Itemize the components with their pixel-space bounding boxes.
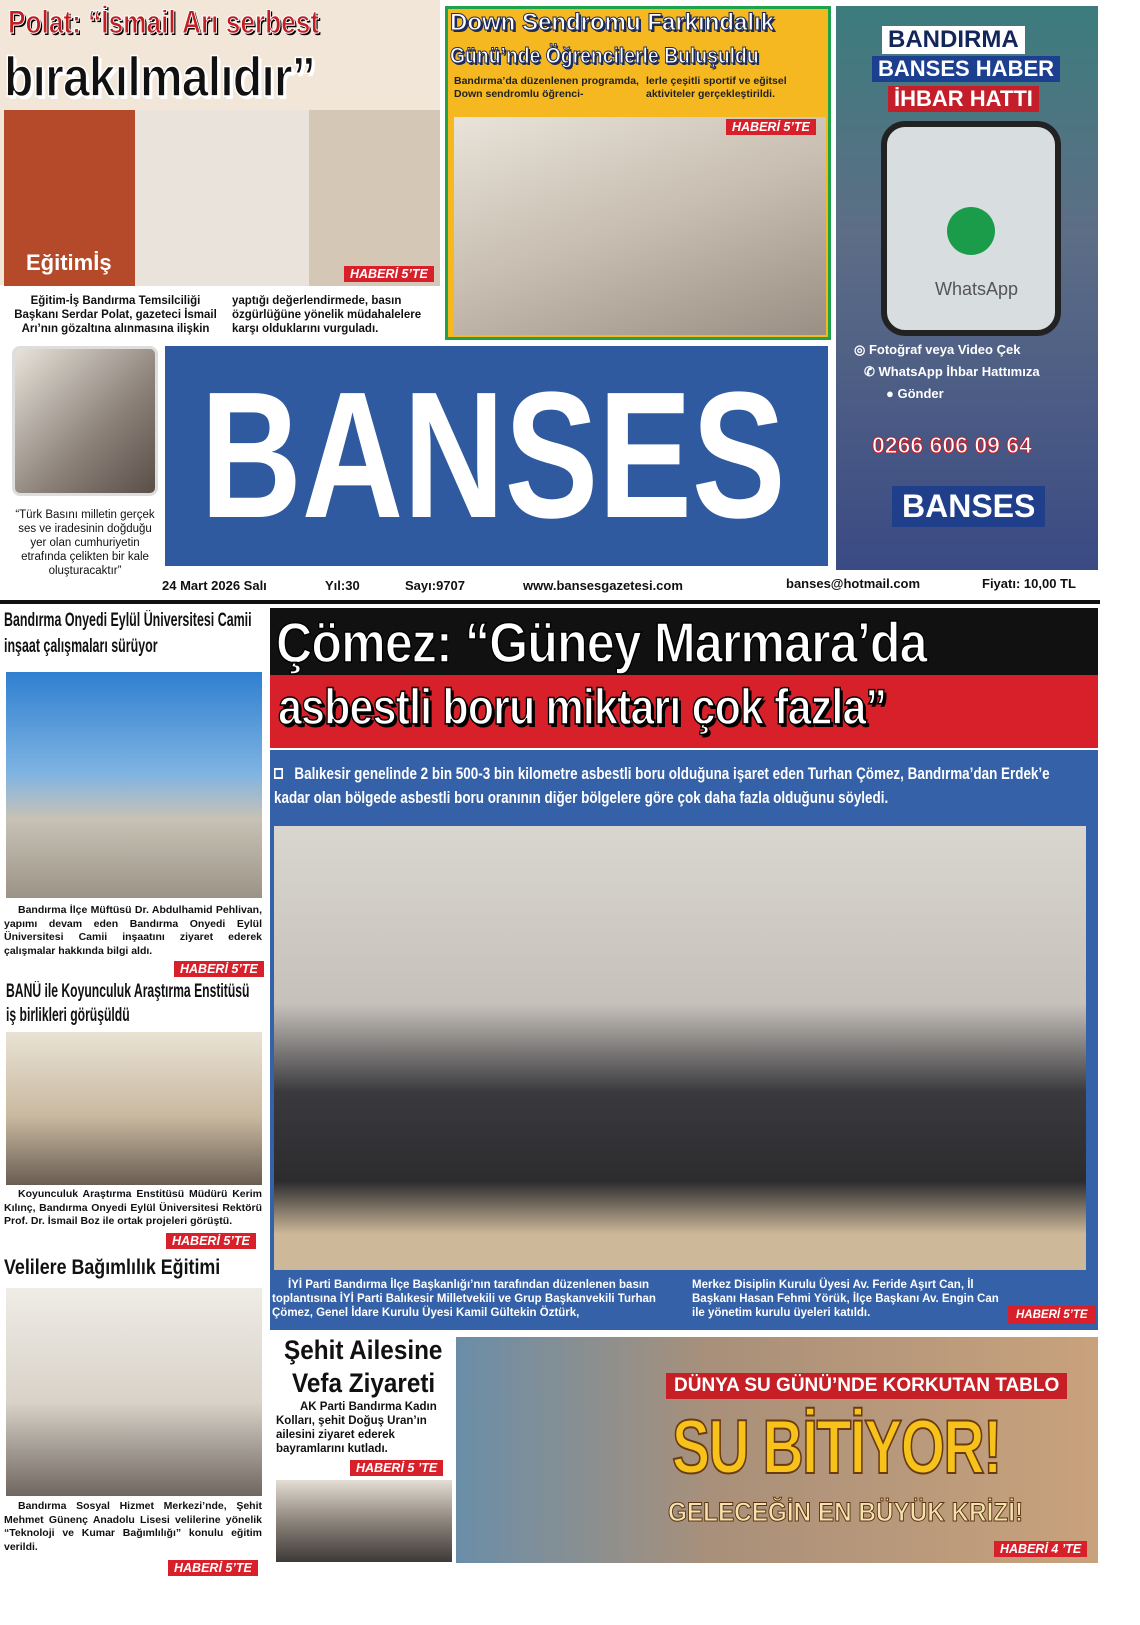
- story-caption: Bandırma Sosyal Hizmet Merkezi’nde, Şehit Mehmet Günenç Anadolu Lisesi velilerine yönelik “Teknoloji ve Kumar Bağımlılığı” konulu eğitim verildi.: [4, 1500, 262, 1553]
- story-headline-line1: Down Sendromu Farkındalık: [450, 9, 775, 36]
- whatsapp-icon: [947, 207, 995, 255]
- phone-illustration: [881, 121, 1061, 336]
- ad-line1: BANDIRMA: [882, 26, 1025, 54]
- masthead-title: BANSES: [200, 355, 786, 556]
- step2-text: WhatsApp İhbar Hattımıza: [878, 364, 1040, 379]
- whatsapp-ad[interactable]: [836, 6, 1098, 570]
- meeting-office-photo: [6, 1032, 262, 1185]
- story-headline-line2: Vefa Ziyareti: [292, 1368, 436, 1398]
- story-headline: Velilere Bağımlılık Eğitimi: [4, 1256, 221, 1279]
- photo-banner-text: Eğitimİş: [26, 250, 112, 275]
- water-headline: SU BİTİYOR!: [672, 1405, 1001, 1490]
- down-story-photo: [454, 117, 826, 335]
- story-headline-line1: Şehit Ailesine: [284, 1335, 443, 1365]
- more-link[interactable]: HABERİ 5’TE: [168, 1560, 258, 1576]
- story-headline: Bandırma Onyedi Eylül Üniversitesi Camii inşaat çalışmaları sürüyor: [4, 610, 252, 657]
- main-story-box: [270, 750, 1098, 1330]
- caption-col1: İYİ Parti Bandırma İlçe Başkanlığı’nın tarafından düzenlenen basın toplantısına İYİ Parti Balıkesir Milletvekili ve Grup Başkanvekili Turhan Çömez, Genel İdare Kurulu Üyesi Kamil Gültekin Öztürk,: [272, 1279, 656, 1319]
- ad-phone-number: 0266 606 09 64: [872, 432, 1032, 458]
- caption-col2: lerle çeşitli sportif ve eğitsel aktiviteler gerçekleştirildi.: [646, 75, 787, 100]
- issue-year: Yıl:30: [325, 578, 360, 593]
- story-caption: Bandırma İlçe Müftüsü Dr. Abdulhamid Pehlivan, yapımı devam eden Bandırma Onyedi Eylül Üniversitesi Camii inşaatını ziyaret ederek çalışmalar hakkında bilgi aldı.: [4, 904, 262, 957]
- price: Fiyatı: 10,00 TL: [982, 576, 1076, 591]
- step3-text: Gönder: [897, 386, 944, 401]
- caption-col1: Bandırma’da düzenlenen programda, Down sendromlu öğrenci-: [454, 75, 639, 100]
- family-visit-photo: [276, 1480, 452, 1562]
- more-link[interactable]: HABERİ 5’TE: [174, 961, 264, 977]
- website-link[interactable]: www.bansesgazetesi.com: [523, 578, 683, 593]
- caption-col1: Eğitim-İş Bandırma Temsilciliği Başkanı Serdar Polat, gazeteci İsmail Arı’nın gözaltına alınmasına ilişkin: [14, 295, 217, 335]
- ad-banses-logo: BANSES: [892, 486, 1045, 527]
- water-day-story: [456, 1337, 1098, 1563]
- email-link[interactable]: banses@hotmail.com: [786, 576, 921, 591]
- summary-text: Balıkesir genelinde 2 bin 500-3 bin kilometre asbestli boru olduğuna işaret eden Turhan Çömez, Bandırma’dan Erdek’e kadar olan bölgede asbestli boru oranının diğer bölgelere göre çok daha fazla olduğunu söyledi.: [274, 765, 1050, 807]
- more-link[interactable]: HABERİ 5’TE: [166, 1233, 256, 1249]
- masthead: [165, 346, 828, 566]
- ad-step1: ◎ Fotoğraf veya Video Çek: [854, 342, 1021, 357]
- water-subhead: GELECEĞİN EN BÜYÜK KRİZİ!: [668, 1497, 1024, 1527]
- caption-col2: yaptığı değerlendirmede, basın özgürlüğüne yönelik müdahalelere karşı olduklarını vurguladı.: [232, 295, 422, 335]
- main-headline-box: [270, 608, 1098, 748]
- more-link[interactable]: HABERİ 4 ’TE: [994, 1541, 1087, 1557]
- ad-line2: BANSES HABER: [872, 56, 1060, 82]
- main-headline-line2: asbestli boru miktarı çok fazla”: [278, 679, 887, 735]
- more-link[interactable]: HABERİ 5’TE: [726, 119, 816, 135]
- issue-number: Sayı:9707: [405, 578, 465, 593]
- polat-photo: [4, 110, 440, 286]
- more-link[interactable]: HABERİ 5’TE: [344, 266, 434, 282]
- press-conference-photo: [274, 826, 1086, 1270]
- divider: [0, 600, 1100, 604]
- water-kicker: DÜNYA SU GÜNÜ’NDE KORKUTAN TABLO: [666, 1373, 1067, 1399]
- main-summary: [274, 762, 1089, 810]
- issue-date: 24 Mart 2026 Salı: [162, 578, 267, 593]
- ad-step2: ✆ WhatsApp İhbar Hattımıza: [864, 364, 1040, 379]
- main-headline-line1: Çömez: “Güney Marmara’da: [276, 611, 927, 675]
- seminar-photo: [6, 1288, 262, 1496]
- story-caption: AK Parti Bandırma Kadın Kolları, şehit Doğuş Uran’ın ailesini ziyaret ederek bayramlarını kutladı.: [276, 1401, 437, 1455]
- story-headline-line2: Günü’nde Öğrencilerle Buluşuldu: [450, 43, 759, 68]
- caption-col2: Merkez Disiplin Kurulu Üyesi Av. Feride Aşırt Can, İl Başkanı Hasan Fehmi Yörük, İlçe Başkanı Av. Engin Can ile yönetim kurulu üyeleri katıldı.: [692, 1279, 999, 1319]
- more-link[interactable]: HABERİ 5’TE: [1008, 1306, 1096, 1324]
- whatsapp-label: WhatsApp: [935, 279, 1019, 299]
- ad-step3: ● Gönder: [886, 386, 944, 401]
- story-caption: Koyunculuk Araştırma Enstitüsü Müdürü Kerim Kılınç, Bandırma Onyedi Eylül Üniversitesi Rektörü Prof. Dr. İsmail Boz ile ortak projeleri görüştü.: [4, 1188, 262, 1227]
- bullet-square-icon: [274, 768, 283, 779]
- ataturk-quote: “Türk Basını milletin gerçek ses ve iradesinin doğduğu yer olan cumhuriyetin etrafında çelikten bir kale oluşturacaktır”: [15, 509, 155, 577]
- down-syndrome-story: [445, 6, 831, 340]
- story-headline: BANÜ ile Koyunculuk Araştırma Enstitüsü iş birlikleri görüşüldü: [6, 981, 250, 1026]
- story-kicker: Polat: “İsmail Arı serbest: [8, 4, 320, 40]
- ataturk-photo: [12, 346, 158, 496]
- step1-text: Fotoğraf veya Video Çek: [868, 342, 1021, 357]
- more-link[interactable]: HABERİ 5 ’TE: [350, 1460, 443, 1476]
- ad-line3: İHBAR HATTI: [888, 86, 1039, 112]
- mosque-construction-photo: [6, 672, 262, 898]
- story-headline: bırakılmalıdır”: [4, 45, 315, 108]
- masthead-info-bar: [0, 578, 1100, 596]
